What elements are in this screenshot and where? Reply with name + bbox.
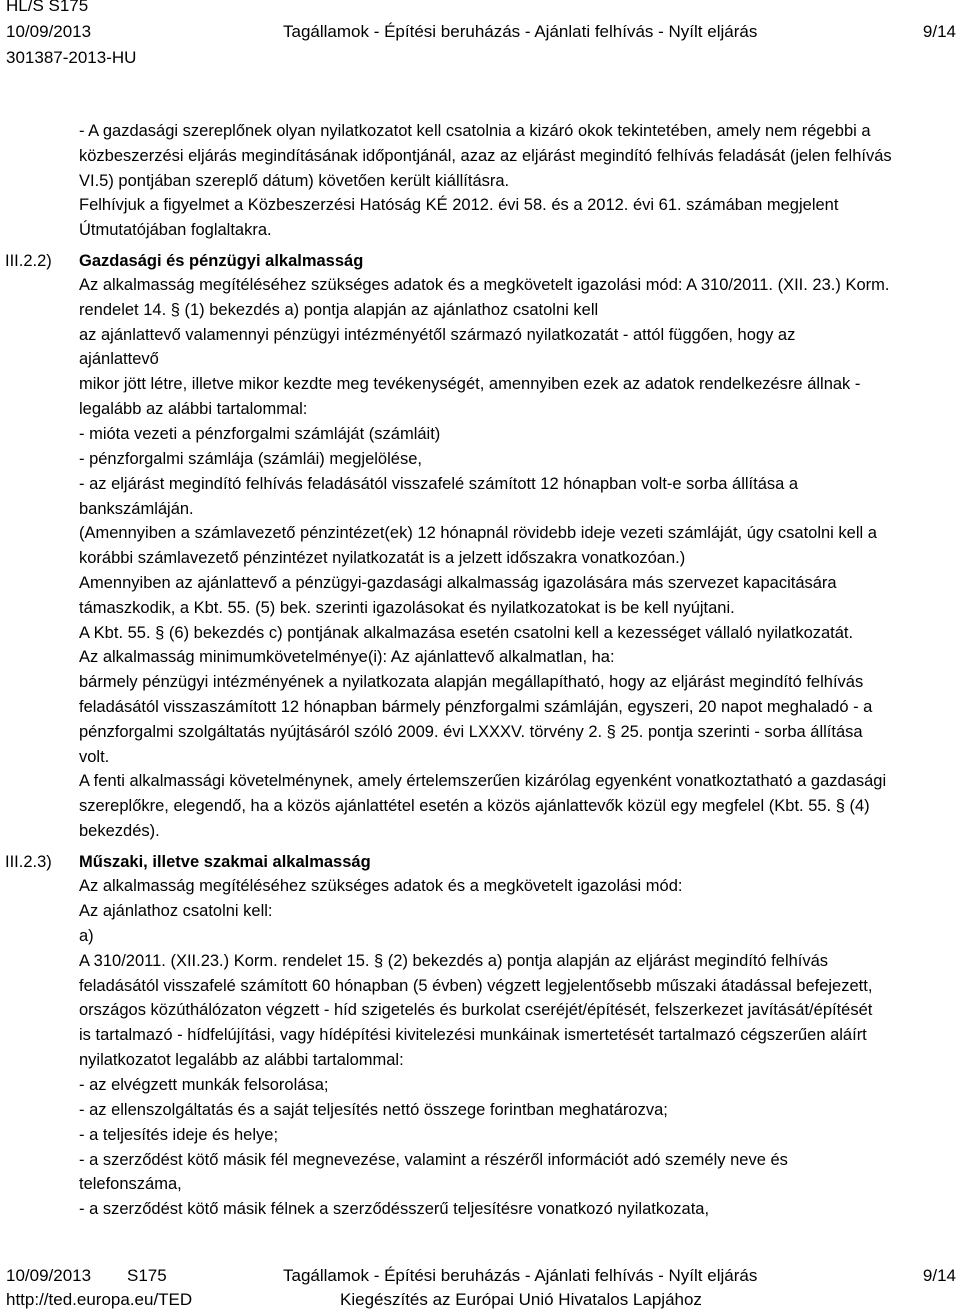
intro-line: Útmutatójában foglaltakra. xyxy=(79,221,272,239)
section-line: A fenti alkalmassági követelménynek, amely értelemszerűen kizárólag egyenként vonatkoztatható a gazdasági xyxy=(79,772,887,790)
section-line: ajánlattevő xyxy=(79,350,159,368)
intro-line: közbeszerzési eljárás megindításának időpontjánál, azaz az eljárást megindító felhívás feladását (jelen felhívás xyxy=(79,147,892,165)
section-number: III.2.3) xyxy=(5,853,52,871)
section-line: pénzforgalmi szolgáltatás nyújtásáról szóló 2009. évi LXXXV. törvény 2. § 25. pontja szerinti - sorba állítása xyxy=(79,723,863,741)
section-line: - pénzforgalmi számlája (számlái) megjelölése, xyxy=(79,450,422,468)
section-line: mikor jött létre, illetve mikor kezdte meg tevékenységét, amennyiben ezek az adatok rendelkezésre állnak - xyxy=(79,375,861,393)
section-number: III.2.2) xyxy=(5,252,52,270)
section-line: Az alkalmasság megítéléséhez szükséges adatok és a megkövetelt igazolási mód: xyxy=(79,877,683,895)
section-line: - a szerződést kötő másik félnek a szerződésszerű teljesítésre vonatkozó nyilatkozata, xyxy=(79,1200,710,1218)
section-line: legalább az alábbi tartalommal: xyxy=(79,400,308,418)
section-line: is tartalmazó - hídfelújítási, vagy hídépítési kivitelezési munkáinak ismertetését tartalmazó cégszerűen aláírt xyxy=(79,1026,867,1044)
section-line: - mióta vezeti a pénzforgalmi számláját (számláit) xyxy=(79,425,441,443)
section-line: Az ajánlathoz csatolni kell: xyxy=(79,902,273,920)
section-line: - az ellenszolgáltatás és a saját teljesítés nettó összege forintban meghatározva; xyxy=(79,1101,668,1119)
section-line: bankszámláján. xyxy=(79,500,194,518)
section-line: telefonszáma, xyxy=(79,1175,182,1193)
section-line: szereplőkre, elegendő, ha a közös ajánlattétel esetén a közös ajánlattevők közül egy megfelel (Kbt. 55. § (4) xyxy=(79,797,870,815)
intro-line: Felhívjuk a figyelmet a Közbeszerzési Hatóság KÉ 2012. évi 58. és a 2012. évi 61. számában megjelent xyxy=(79,196,839,214)
section-line: bekezdés). xyxy=(79,822,160,840)
section-heading: Műszaki, illetve szakmai alkalmasság xyxy=(79,853,371,871)
section-line: nyilatkozatot legalább az alábbi tartalommal: xyxy=(79,1051,404,1069)
intro-line: - A gazdasági szereplőnek olyan nyilatkozatot kell csatolnia a kizáró okok tekintetében, amely nem régebbi a xyxy=(79,122,871,140)
section-line: A 310/2011. (XII.23.) Korm. rendelet 15. § (2) bekezdés a) pontja alapján az eljárást megindító felhívás xyxy=(79,952,829,970)
footer-url[interactable]: http://ted.europa.eu/TED xyxy=(6,1290,193,1309)
section-line: a) xyxy=(79,927,94,945)
document-id: 301387-2013-HU xyxy=(6,48,137,67)
section-line: Az alkalmasság minimumkövetelménye(i): Az ajánlattevő alkalmatlan, ha: xyxy=(79,648,615,666)
footer-publisher: Kiegészítés az Európai Unió Hivatalos Lapjához xyxy=(340,1290,702,1309)
section-line: feladásától visszaszámított 12 hónapban bármely pénzforgalmi számláján, egyszeri, 20 napot meghaladó - a xyxy=(79,698,873,716)
header-date: 10/09/2013 xyxy=(6,22,92,41)
header-title: Tagállamok - Építési beruházás - Ajánlati felhívás - Nyílt eljárás xyxy=(283,22,758,41)
doc-series: HL/S S175 xyxy=(6,0,89,15)
section-line: - a teljesítés ideje és helye; xyxy=(79,1126,279,1144)
section-line: Amennyiben az ajánlattevő a pénzügyi-gazdasági alkalmasság igazolására más szervezet kapacitására xyxy=(79,574,837,592)
footer-series: S175 xyxy=(127,1266,167,1285)
section-line: - a szerződést kötő másik fél megnevezése, valamint a részéről információt adó személy neve és xyxy=(79,1151,788,1169)
footer-date: 10/09/2013 xyxy=(6,1266,92,1285)
section-line: volt. xyxy=(79,748,110,766)
intro-line: VI.5) pontjában szereplő dátum) követően került kiállításra. xyxy=(79,172,510,190)
section-line: támaszkodik, a Kbt. 55. (5) bek. szerinti igazolásokat és nyilatkozatokat is be kell nyújtani. xyxy=(79,599,735,617)
section-line: korábbi számlavezető pénzintézet nyilatkozatát is a jelzett időszakra vonatkozóan.) xyxy=(79,549,686,567)
section-line: - az eljárást megindító felhívás feladásától visszafelé számított 12 hónapban volt-e sorba állítása a xyxy=(79,475,799,493)
footer-page-number: 9/14 xyxy=(922,1266,956,1285)
section-line: az ajánlattevő valamennyi pénzügyi intézményétől származó nyilatkozatát - attól függően, hogy az xyxy=(79,326,796,344)
section-line: bármely pénzügyi intézményének a nyilatkozata alapján megállapítható, hogy az eljárást megindító felhívás xyxy=(79,673,864,691)
section-line: rendelet 14. § (1) bekezdés a) pontja alapján az ajánlathoz csatolni kell xyxy=(79,301,599,319)
section-heading: Gazdasági és pénzügyi alkalmasság xyxy=(79,252,364,270)
section-line: (Amennyiben a számlavezető pénzintézet(ek) 12 hónapnál rövidebb ideje vezeti számláját, úgy csatolni kell a xyxy=(79,524,877,542)
section-line: Az alkalmasság megítéléséhez szükséges adatok és a megkövetelt igazolási mód: A 310/2011. (XII. 23.) Korm. xyxy=(79,276,890,294)
section-line: feladásától visszafelé számított 60 hónapban (5 évben) végzett legjelentősebb műszaki átadással befejezett, xyxy=(79,977,873,995)
section-line: - az elvégzett munkák felsorolása; xyxy=(79,1076,329,1094)
section-line: országos közúthálózaton végzett - híd szigetelés és burkolat cseréjét/építését, felszerkezet javítását/építését xyxy=(79,1001,873,1019)
header-page-number: 9/14 xyxy=(922,22,956,41)
section-line: A Kbt. 55. § (6) bekezdés c) pontjának alkalmazása esetén csatolni kell a kezességet vállaló nyilatkozatát. xyxy=(79,624,854,642)
footer-title: Tagállamok - Építési beruházás - Ajánlati felhívás - Nyílt eljárás xyxy=(283,1266,758,1285)
